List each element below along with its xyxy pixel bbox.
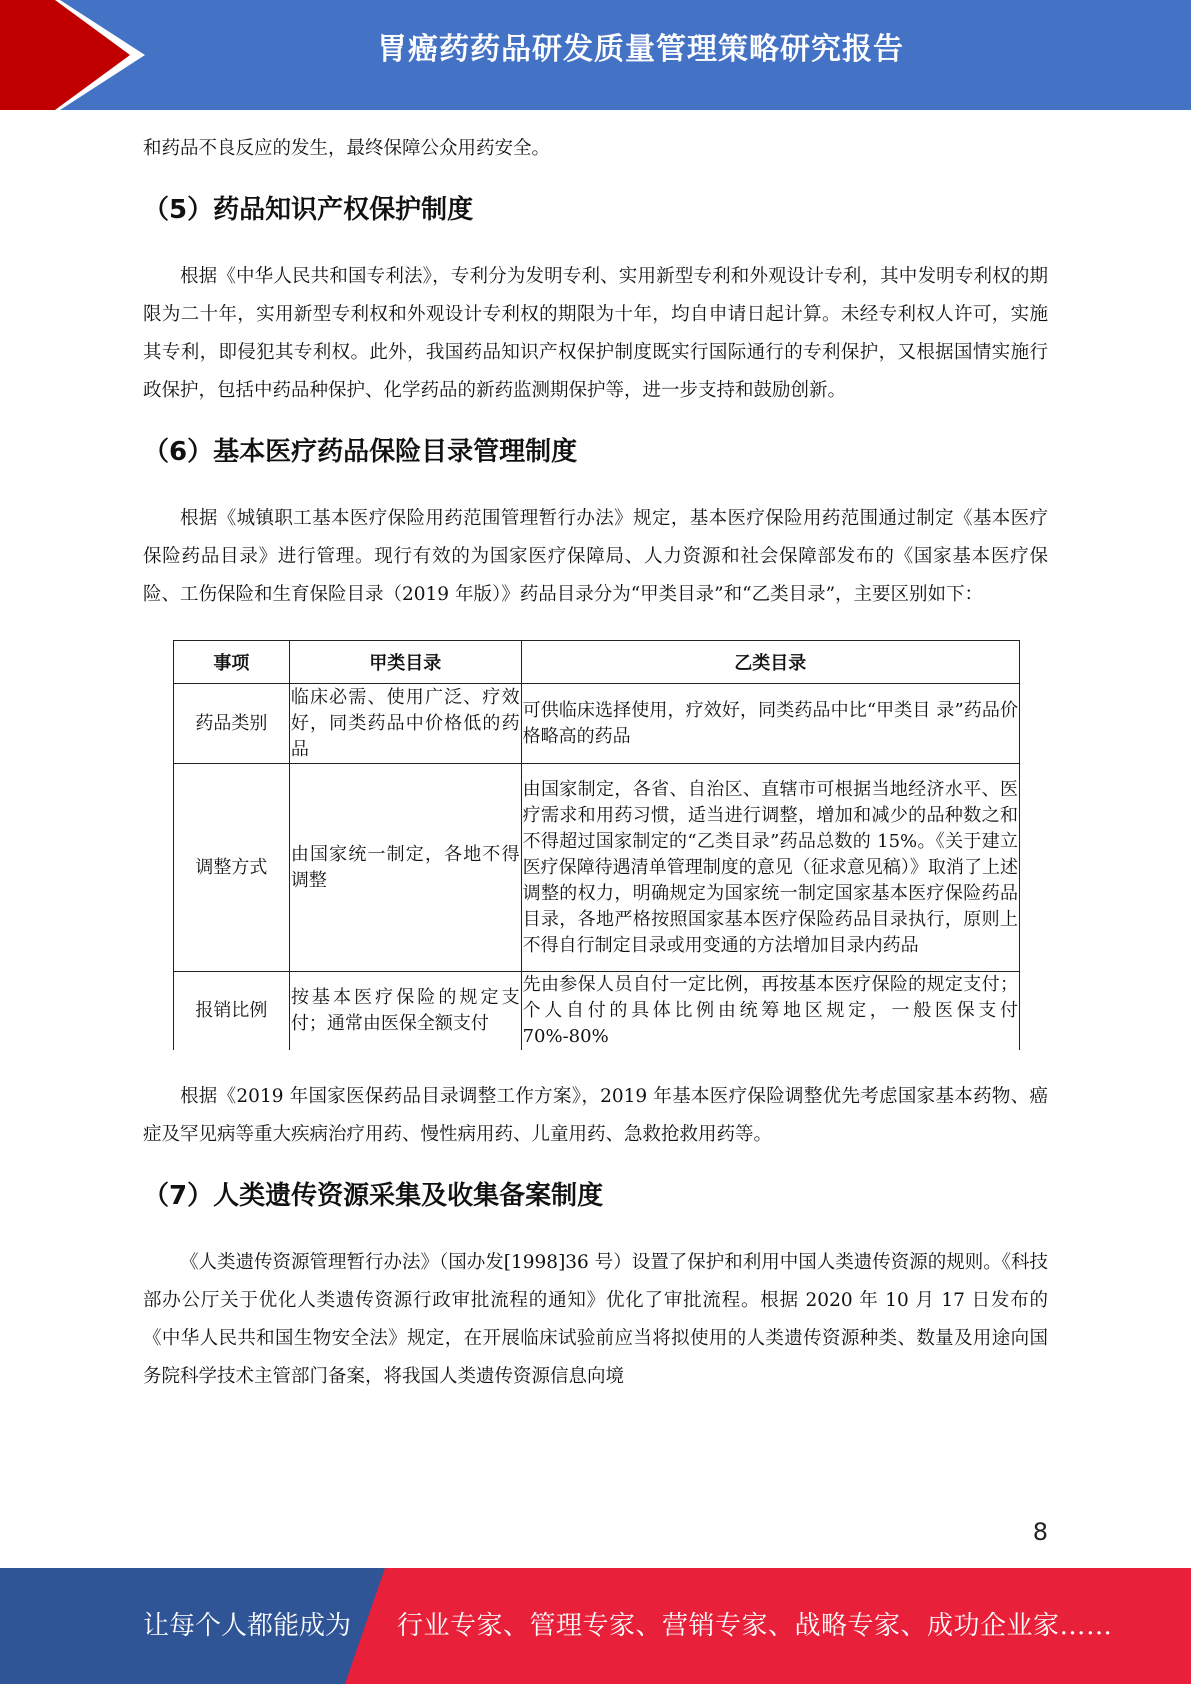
section-heading-5: （5）药品知识产权保护制度 [143, 195, 474, 225]
table-cell-class-b: 可供临床选择使用，疗效好，同类药品中比“甲类目 录”药品价格略高的药品 [521, 684, 1019, 764]
page-number: 8 [1032, 1518, 1048, 1546]
table-header-item: 事项 [174, 641, 290, 684]
footer-slogan-left: 让每个人都能成为 [143, 1611, 352, 1641]
section-heading-7: （7）人类遗传资源采集及收集备案制度 [143, 1181, 604, 1211]
report-title: 胃癌药药品研发质量管理策略研究报告 [377, 32, 904, 67]
page-content [143, 130, 1048, 1396]
section-heading-6: （6）基本医疗药品保险目录管理制度 [143, 437, 578, 467]
table-row [174, 972, 1020, 1051]
paragraph-insurance: 根据《城镇职工基本医疗保险用药范围管理暂行办法》规定，基本医疗保险用药范围通过制定《基本医疗保险药品目录》进行管理。现行有效的为国家医疗保障局、人力资源和社会保障部发布的《国家基本医疗保险、工伤保险和生育保险目录（2019 年版）》药品目录分为“甲类目录”和“乙类目录”，主要区别如下： [143, 508, 1048, 605]
table-header-class-a: 甲类目录 [289, 641, 521, 684]
table-cell-class-b: 由国家制定，各省、自治区、直辖市可根据当地经济水平、医疗需求和用药习惯，适当进行调整，增加和减少的品种数之和不得超过国家制定的“乙类目录”药品总数的 15%。《关于建立医疗保障待遇清单管理制度的意见（征求意见稿）》取消了上述调整的权力，明确规定为国家统一制定国家基本医疗保险药品目录，各地严格按照国家基本医疗保险药品目录执行，原则上不得自行制定目录或用变通的方法增加目录内药品 [521, 764, 1019, 972]
paragraph-patent: 根据《中华人民共和国专利法》，专利分为发明专利、实用新型专利和外观设计专利，其中发明专利权的期限为二十年，实用新型专利权和外观设计专利权的期限为十年，均自申请日起计算。未经专利权人许可，实施其专利，即侵犯其专利权。此外，我国药品知识产权保护制度既实行国际通行的专利保护，又根据国情实施行政保护，包括中药品种保护、化学药品的新药监测期保护等，进一步支持和鼓励创新。 [143, 266, 1048, 401]
table-cell-item: 调整方式 [174, 764, 290, 972]
table-row [174, 684, 1020, 764]
page-footer [0, 1568, 1191, 1684]
table-cell-class-a: 由国家统一制定，各地不得调整 [289, 764, 521, 972]
paragraph-genetic-resources: 《人类遗传资源管理暂行办法》（国办发[1998]36 号）设置了保护和利用中国人类遗传资源的规则。《科技部办公厅关于优化人类遗传资源行政审批流程的通知》优化了审批流程。根据 2020 年 10 月 17 日发布的《中华人民共和国生物安全法》规定，在开展临床试验前应当将拟使用的人类遗传资源种类、数量及用途向国务院科学技术主管部门备案，将我国人类遗传资源信息向境 [143, 1252, 1048, 1387]
table-header-class-b: 乙类目录 [521, 641, 1019, 684]
page-header [0, 0, 1191, 110]
table-header-row [174, 641, 1020, 684]
table-cell-class-a: 按基本医疗保险的规定支付；通常由医保全额支付 [289, 972, 521, 1051]
table-cell-item: 药品类别 [174, 684, 290, 764]
footer-slogan-right: 行业专家、管理专家、营销专家、战略专家、成功企业家…… [397, 1611, 1113, 1641]
catalog-comparison-table [173, 640, 1020, 1050]
paragraph-continued: 和药品不良反应的发生，最终保障公众用药安全。 [143, 138, 551, 159]
table-cell-class-a: 临床必需、使用广泛、疗效好，同类药品中价格低的药品 [289, 684, 521, 764]
table-cell-item: 报销比例 [174, 972, 290, 1051]
table-cell-class-b: 先由参保人员自付一定比例，再按基本医疗保险的规定支付；个人自付的具体比例由统筹地区规定，一般医保支付 70%-80% [521, 972, 1019, 1051]
table-row [174, 764, 1020, 972]
paragraph-2019-plan: 根据《2019 年国家医保药品目录调整工作方案》，2019 年基本医疗保险调整优先考虑国家基本药物、癌症及罕见病等重大疾病治疗用药、慢性病用药、儿童用药、急救抢救用药等。 [143, 1086, 1048, 1145]
